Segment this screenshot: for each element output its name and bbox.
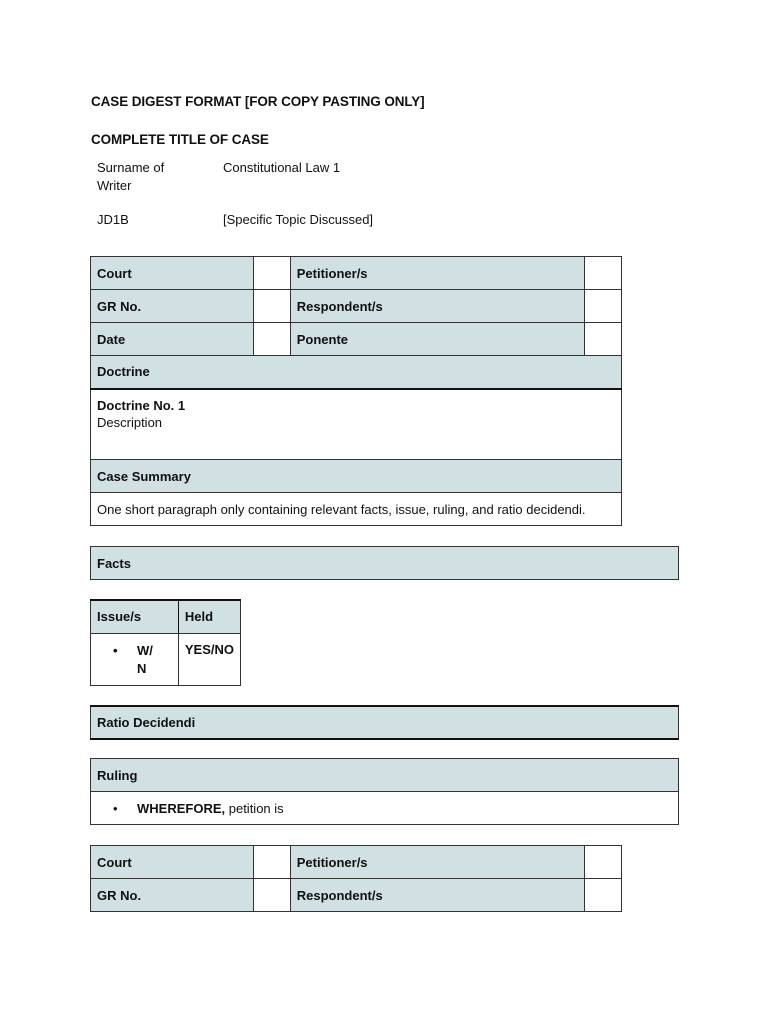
court-value-cell[interactable] (253, 257, 290, 290)
gr-no-value-cell-2[interactable] (253, 879, 290, 912)
ruling-header: Ruling (91, 759, 679, 792)
writer-label: Surname of Writer (97, 160, 165, 193)
issue-item: • W/ N (91, 642, 153, 678)
issue-list (91, 642, 172, 678)
doctrine-header: Doctrine (91, 356, 622, 389)
ruling-text: petition is (225, 800, 284, 816)
issues-table (90, 599, 241, 686)
case-info-table (90, 256, 622, 526)
issue-cell[interactable] (91, 633, 179, 685)
respondent-value-cell[interactable] (584, 290, 621, 323)
gr-no-label-2: GR No. (91, 879, 254, 912)
court-label: Court (91, 257, 254, 290)
ruling-cell[interactable] (91, 792, 679, 825)
doctrine-cell[interactable] (91, 389, 622, 460)
date-value-cell[interactable] (253, 323, 290, 356)
gr-no-label: GR No. (91, 290, 254, 323)
petitioner-value-cell-2[interactable] (584, 846, 621, 879)
doctrine-number: Doctrine No. 1 (97, 397, 186, 413)
case-info-table-2 (90, 845, 622, 912)
ratio-table (90, 705, 679, 740)
ruling-table (90, 758, 679, 825)
subject-label: Constitutional Law 1 (223, 160, 341, 175)
topic-label: [Specific Topic Discussed] (223, 212, 374, 227)
respondent-label: Respondent/s (290, 290, 584, 323)
doctrine-description: Description (97, 414, 163, 430)
court-value-cell-2[interactable] (253, 846, 290, 879)
held-value[interactable]: YES/NO (178, 633, 240, 685)
petitioner-label-2: Petitioner/s (290, 846, 584, 879)
document-heading: CASE DIGEST FORMAT [FOR COPY PASTING ONLY] (91, 94, 425, 109)
ponente-label: Ponente (290, 323, 584, 356)
court-label-2: Court (91, 846, 254, 879)
case-summary-text[interactable]: One short paragraph only containing relevant facts, issue, ruling, and ratio decidendi. (91, 493, 622, 526)
case-title: COMPLETE TITLE OF CASE (91, 132, 269, 147)
petitioner-label: Petitioner/s (290, 257, 584, 290)
section-label: JD1B (97, 212, 129, 227)
ruling-bold-text: WHEREFORE, (137, 800, 226, 816)
date-label: Date (91, 323, 254, 356)
ponente-value-cell[interactable] (584, 323, 621, 356)
petitioner-value-cell[interactable] (584, 257, 621, 290)
facts-table (90, 546, 679, 580)
respondent-value-cell-2[interactable] (584, 879, 621, 912)
case-summary-header: Case Summary (91, 460, 622, 493)
ratio-header: Ratio Decidendi (91, 706, 679, 739)
issues-header: Issue/s (91, 600, 179, 633)
respondent-label-2: Respondent/s (290, 879, 584, 912)
held-header: Held (178, 600, 240, 633)
gr-no-value-cell[interactable] (253, 290, 290, 323)
ruling-item (91, 801, 672, 816)
ruling-list (91, 801, 672, 816)
facts-header: Facts (91, 547, 679, 580)
